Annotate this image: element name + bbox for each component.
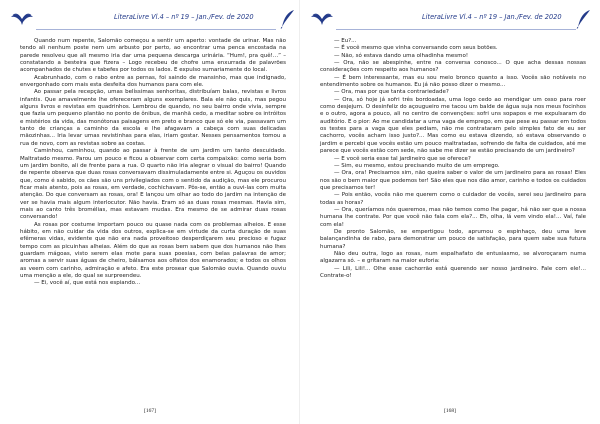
paragraph: — Ora, mas por que tanta contrariedade? — [334, 89, 449, 96]
paragraph: — É você mesmo que vinha conversando com seus botões. — [334, 45, 498, 52]
paragraph: De pronto Salomão, se empertigou todo, aprumou o espinhaço, deu uma leve balançandinha de rabo, para demonstrar um pouco de satisfação, para quem sabe sua futura humana? — [320, 228, 586, 250]
paragraph: — Ora, só hoje já sofri três bordoadas, uma logo cedo ao mendigar um osso para roer como desjejum. O desinfeliz do açougueiro me tacou um balde de água suja nos meus focinhos e o outro, agora a pouco, ali no centro de convenções: sofri uns sopapos e me expulsaram do auditório. E o pior: Ao me candidatar a uma vaga de emprego, em que pese eu passar em todos os testes para a vaga que eles pediam, não me contrataram pelo simples fato de eu ser cachorro, vocês acham isso justo?... Mas como eu estava dizendo, só estava observando o jardim e percebi que vocês estão um pouco maltratadas, sofrendo de falta de cuidados, até me parece que vocês estão com sede, não sabe me dizer se estão precisando de um jardineiro? — [320, 96, 586, 155]
paragraph: — Sim, eu mesmo, estou precisando muito de um emprego. — [334, 162, 500, 169]
paragraph: Ao passar pela recepção, umas belíssimas senhoritas, distribuíam balas, revistas e livros infantis. Que amavelmente lhe ofereceram alguns exemplares. Bala ele não quis, mas pegou alguns livros e revistas em quadrinhos. Lembrou de quando, no seu bairro onde vivia, sempre que fazia um pequeno plantão no ponto de ônibus, de manhã cedo, a meditar sobre os intróitos e mistérios da vida, das monótonas paisagens em preto e branco que só ele via, passavam um tanto de crianças a caminho da escola e lhe afagavam a cabeça com suas delicadas mãozinhas... Iria levar umas revistinhas para elas, iriam gostar. Nesses pensamentos tomou a rua de novo, com as revistas sobre as costas. — [20, 89, 286, 147]
header-title: LiteraLivre Vl.4 – nº 19 – Jan./Fev. de 2020 — [422, 13, 562, 21]
header-title: LiteraLivre Vl.4 – nº 19 – Jan./Fev. de 2020 — [114, 13, 254, 21]
paragraph: — Eu?... — [334, 38, 357, 44]
page-header — [0, 9, 300, 29]
winged-logo-icon — [10, 11, 34, 26]
paragraph: — Lili, Lili!... Olhe esse cachorrão está querendo ser nosso jardineiro. Fale com ele!... Contrate-o! — [320, 265, 586, 279]
paragraph: — É bem interessante, mas eu sou meio bronco quanto a isso. Vocês são notáveis no entendimento sobre os humanos. Eu já não posso dizer o mesmo... — [320, 74, 586, 89]
header-rule — [336, 29, 576, 30]
quill-pen-icon — [280, 9, 296, 29]
paragraph: — Ei, você aí, que está nos espiando... — [34, 280, 141, 287]
right-page — [300, 0, 600, 424]
page-body — [20, 38, 286, 288]
page-header — [300, 9, 600, 29]
page-body — [320, 38, 586, 280]
paragraph: Acabrunhado, com o rabo entre as pernas, foi saindo de mansinho, mas que indignado, envergonhado com mais esta desfeita dos humanos para com ele. — [20, 74, 286, 89]
paragraph: — E você seria esse tal jardineiro que se oferece? — [334, 155, 471, 162]
quill-pen-icon — [576, 9, 592, 29]
paragraph: Não deu outra, logo as rosas, num espalhafato de entusiasmo, se alvoroçaram numa algazarra só. – e gritaram na maior euforia: — [320, 250, 586, 265]
paragraph: — Pois então, vocês não me querem como o cuidador de vocês, serei seu jardineiro para todas as horas? — [320, 192, 586, 206]
paragraph: — Ora, ora! Precisamos sim, não queira saber o valor de um jardineiro para as rosas! Eles nos são o bem maior que podemos ter! São eles que nos dão amor, carinho e todos os cuidados que precisamos ter! — [320, 170, 586, 191]
paragraph: — Não, só estava dando uma olhadinha mesmo! — [334, 52, 469, 59]
paragraph: Caminhou, caminhou, quando ao passar à frente de um jardim um tanto descuidado. Maltratado mesmo. Parou um pouco e ficou a observar com certa compaixão: como seria bom um jardim bonito, ali de frente para a rua. O quarto não iria alegrar o visual do bairro! Quando de repente observa que duas rosas conversavam dissimuladamente entre si. Aguçou os ouvidos que, como é sabido, os cães são uns privilegiados com o sentido da audição, mas ele procurou ficar mais atento, pois as rosas, em verdade, cochichavam. Pôs-se, então a ouvi-las com muita atenção. Do que conversam as rosas, ora! E lançou um olhar ao todo do jardim na intenção de ver se havia mais algum interlocutor. Não havia. Eram só as duas rosas mesmas. Havia sim, mais ao canto três bromélias, mas estavam mudas. Era mesmo de se admirar duas rosas conversando! — [20, 148, 286, 221]
paragraph: — Ora, não se abespinhe, entre na conversa conosco... O que acha dessas nossas considerações com respeito aos humanos? — [320, 60, 586, 74]
paragraph: As rosas por costume importam pouco ou quase nada com os problemas alheios. E esse hábito, em não cuidar da vida dos outros, explica-se em virtude da curta duração de suas efêmeras vidas, evidente que não era nada proveitoso desperdiçarem seu precioso e fugaz tempo com as picuinhas alheias. Além do que as rosas bem sabem que dos humanos não lhes guardam mágoas, visto serem elas mote para suas poesias, com belas palavras de amor; aromas a servir suas águas de cheiro, bálsamos aos olfatos dos enamorados; e todos os olhos as veem com carinho, admiração e afeto. Era este prosear que Salomão ouvia. Quando ouviu uma menção a ele, do qual se surpreendeu. — [20, 221, 286, 279]
page-number: [168] — [444, 408, 456, 414]
page-number: [167] — [144, 408, 156, 414]
winged-logo-icon — [310, 11, 334, 26]
paragraph: Quando num repente, Salomão começou a sentir um aperto: vontade de urinar. Mas não tendo ali nenhum poste nem um arbusto por perto, ao encontrar uma penca encostada na parede resolveu que ali mesmo iria dar uma pequena descarga urinária. “Hum!, pra quê!...” – constatando a besteira que fizera – Logo recebeu de chofre uma enxurrada de palavrões acompanhados de chutes e tabefes por todos os lados. E expulso sumariamente do local. — [20, 38, 286, 74]
header-rule — [36, 29, 276, 30]
paragraph: — Ora, queríamos nós queremos, mas não temos como lhe pagar, há não ser que a nossa humana lhe contrate. Por que você não fala com ela?... Eh, olha, lá vem vindo ela!... Vaí, fale com ela! — [320, 206, 586, 228]
